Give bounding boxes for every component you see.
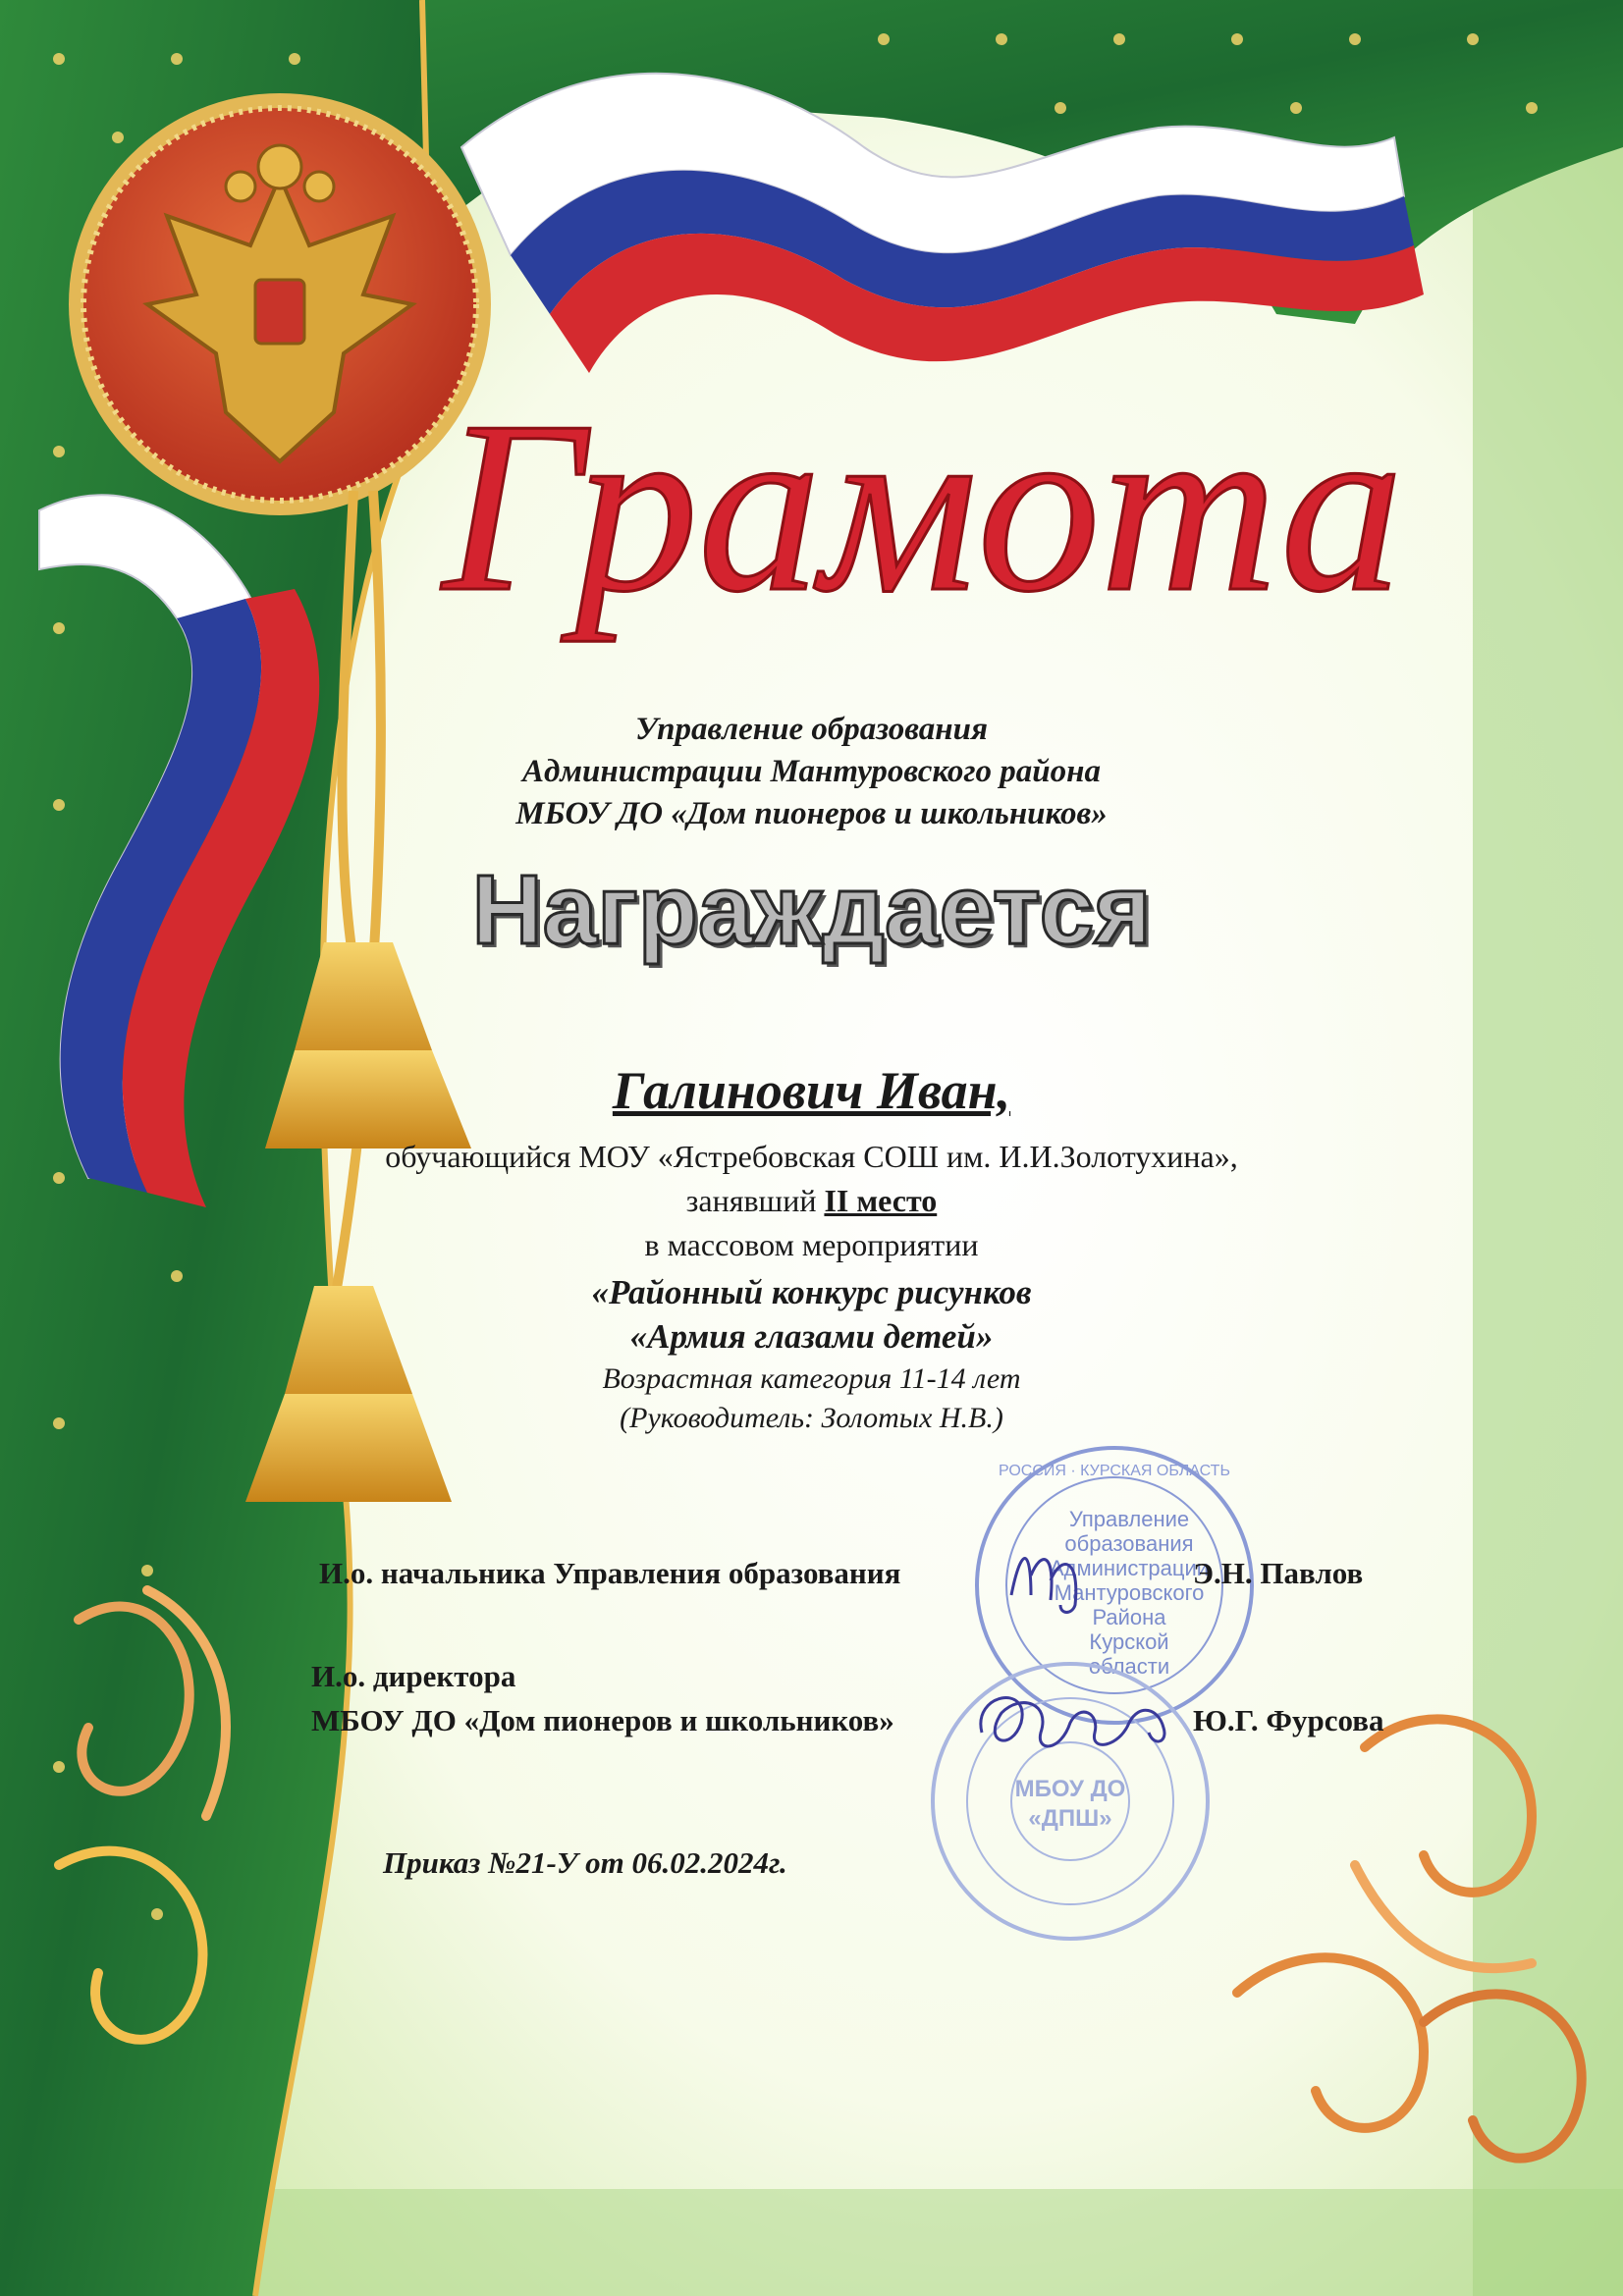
supervisor: (Руководитель: Золотых Н.В.)	[620, 1402, 1003, 1434]
stamp1-ring-text: РОССИЯ · КУРСКАЯ ОБЛАСТЬ	[999, 1463, 1230, 1479]
event-name: «Районный конкурс рисунков	[591, 1273, 1032, 1311]
stamp1-line: Курской	[1089, 1629, 1169, 1654]
recipient-school: обучающийся МОУ «Ястребовская СОШ им. И.И.Золотухина»,	[385, 1139, 1238, 1174]
stamp1-line: Района	[1092, 1605, 1166, 1629]
issuer-line-1: Управление образования	[635, 712, 988, 747]
coat-of-arms-icon	[69, 93, 491, 515]
stamp1-line: Мантуровского	[1054, 1580, 1205, 1605]
stamp1-line: области	[1088, 1654, 1170, 1679]
signer-2-position-line-1: И.о. директора	[311, 1659, 516, 1693]
place-prefix: занявший	[685, 1183, 817, 1218]
issuer-line-3: МБОУ ДО «Дом пионеров и школьников»	[515, 796, 1108, 831]
stamp1-line: образования	[1064, 1531, 1194, 1556]
recipient-place	[0, 1183, 1623, 1219]
signer-1-position: И.о. начальника Управления образования	[319, 1556, 901, 1590]
signer-2-position-line-2: МБОУ ДО «Дом пионеров и школьников»	[311, 1703, 894, 1737]
stamp2-center-line: МБОУ ДО	[1014, 1776, 1126, 1802]
order-reference: Приказ №21-У от 06.02.2024г.	[383, 1845, 787, 1880]
issuer-line-2: Администрации Мантуровского района	[522, 754, 1101, 789]
stamp2-center-line: «ДПШ»	[1028, 1805, 1112, 1832]
stamp1-line: Администрации	[1049, 1556, 1210, 1580]
place-value: II место	[824, 1183, 938, 1218]
stamp1-line: Управление	[1068, 1507, 1190, 1531]
event-theme: «Армия глазами детей»	[629, 1317, 994, 1356]
signer-2-name: Ю.Г. Фурсова	[1193, 1703, 1384, 1737]
signature-pavlov	[1001, 1536, 1109, 1625]
signature-fursova	[962, 1674, 1188, 1772]
age-category: Возрастная категория 11-14 лет	[602, 1362, 1021, 1395]
certificate-title	[432, 344, 1414, 667]
award-heading: Награждается	[471, 855, 1152, 965]
signer-1-name: Э.Н. Павлов	[1193, 1556, 1364, 1590]
recipient-name: Галинович Иван,	[612, 1061, 1011, 1120]
event-intro: в массовом мероприятии	[644, 1227, 979, 1262]
title-text: Грамота	[442, 371, 1404, 643]
